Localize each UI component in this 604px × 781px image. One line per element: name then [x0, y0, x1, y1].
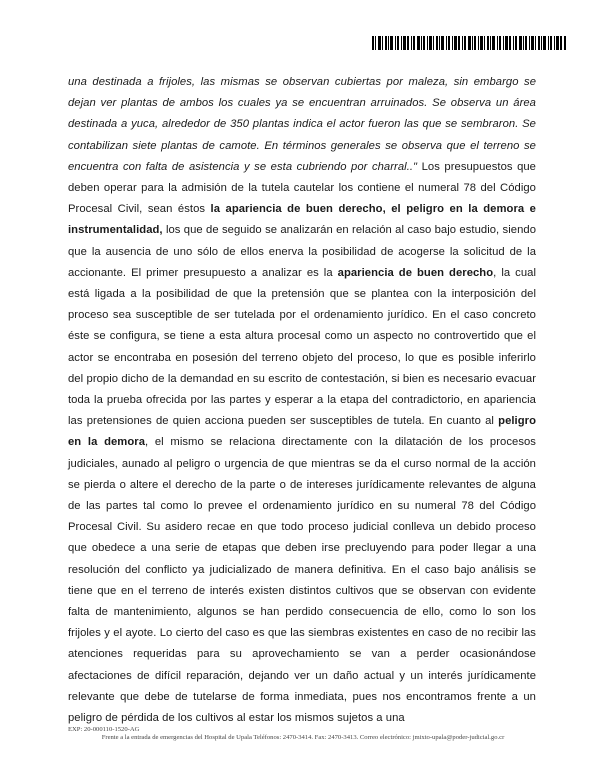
- page-footer: [68, 726, 538, 743]
- requirements-list: la apariencia de buen derecho, el peligro en la demora e instrumentalidad,: [68, 203, 536, 237]
- text-segment: los que de seguido se analizarán en relación al caso bajo estudio, siendo que la ausencia de uno sólo de ellos enerva la posibilidad de acogerse la solicitud de la accionante. El primer presupuesto a analizar es la: [68, 224, 536, 279]
- resolution-body: [68, 72, 536, 729]
- text-segment: , la cual está ligada a la posibilidad de que la pretensión que se plantea con la interposición del proceso sea susceptible de ser tutelada por el ordenamiento jurídico. En el caso concreto éste se configura, se tiene a esta altura procesal como un aspecto no controvertido que el actor se encontraba en posesión del terreno objeto del proceso, lo que es posible inferirlo del propio dicho de la demandad en su escrito de contestación, si bien es necesario evacuar toda la prueba ofrecida por las partes y esperar a la etapa del contradictorio, en apariencia las pretensiones de quien acciona pueden ser susceptibles de tutela. En cuanto al: [68, 266, 536, 428]
- court-contact: Frente a la entrada de emergencias del Hospital de Upala Teléfonos: 2470-3414. Fax: 2470-3413. Correo electrónico: jmixto-upala@poder-judicial.go.cr: [101, 734, 505, 742]
- barcode-graphic: [372, 36, 566, 50]
- text-segment: , el mismo se relaciona directamente con la dilatación de los procesos judiciales, aunado al peligro o urgencia de que mientras se da el curso normal de la acción se pierda o altere el derecho de la parte o de intereses jurídicamente relevantes de alguna de las partes tal como lo prevee el ordenamiento jurídico en su numeral 78 del Código Procesal Civil. Su asidero recae en que todo proceso judicial conlleva un debido proceso que obedece a una serie de etapas que deben irse precluyendo para poder llegar a una resolución del conflicto ya judicializado de manera definitiva. En el caso bajo análisis se tiene que en el terreno de interés existen distintos cultivos que se observan con evidente falta de mantenimiento, algunos se han perdido consecuencia de ello, como lo son los frijoles y el ayote. Lo cierto del caso es que las siembras existentes en caso de no recibir las atenciones requeridas para su aprovechamiento se van a perder ocasionándose afectaciones de difícil reparación, dejando ver un daño actual y un interés jurídicamente relevante que debe de tutelarse de forma inmediata, pues nos encontramos frente a un peligro de pérdida de los cultivos al estar los mismos sujetos a una: [68, 436, 536, 725]
- resolution-paragraph: [68, 72, 536, 729]
- apariencia-heading: apariencia de buen derecho: [337, 266, 494, 279]
- text-segment: Los presupuestos que deben operar para la admisión de la tutela cautelar los contiene el numeral 78 del Código Procesal Civil, sean éstos: [68, 160, 536, 216]
- barcode-image: [372, 36, 566, 50]
- case-number: EXP: 20-000110-1520-AG: [68, 726, 140, 733]
- peligro-heading: peligro en la demora: [68, 415, 536, 449]
- inspection-quote: una destinada a frijoles, las mismas se observan cubiertas por maleza, sin embargo se dejan ver plantas de ambos los cuales ya se encuentran arruinados. Se observa un área destinada a yuca, alrededor de 350 plantas indica el actor fueron las que se sembraron. Se contabilizan siete plantas de camote. En términos generales se observa que el terreno se encuentra con falta de asistencia y se esta cubriendo por charral..": [68, 76, 536, 173]
